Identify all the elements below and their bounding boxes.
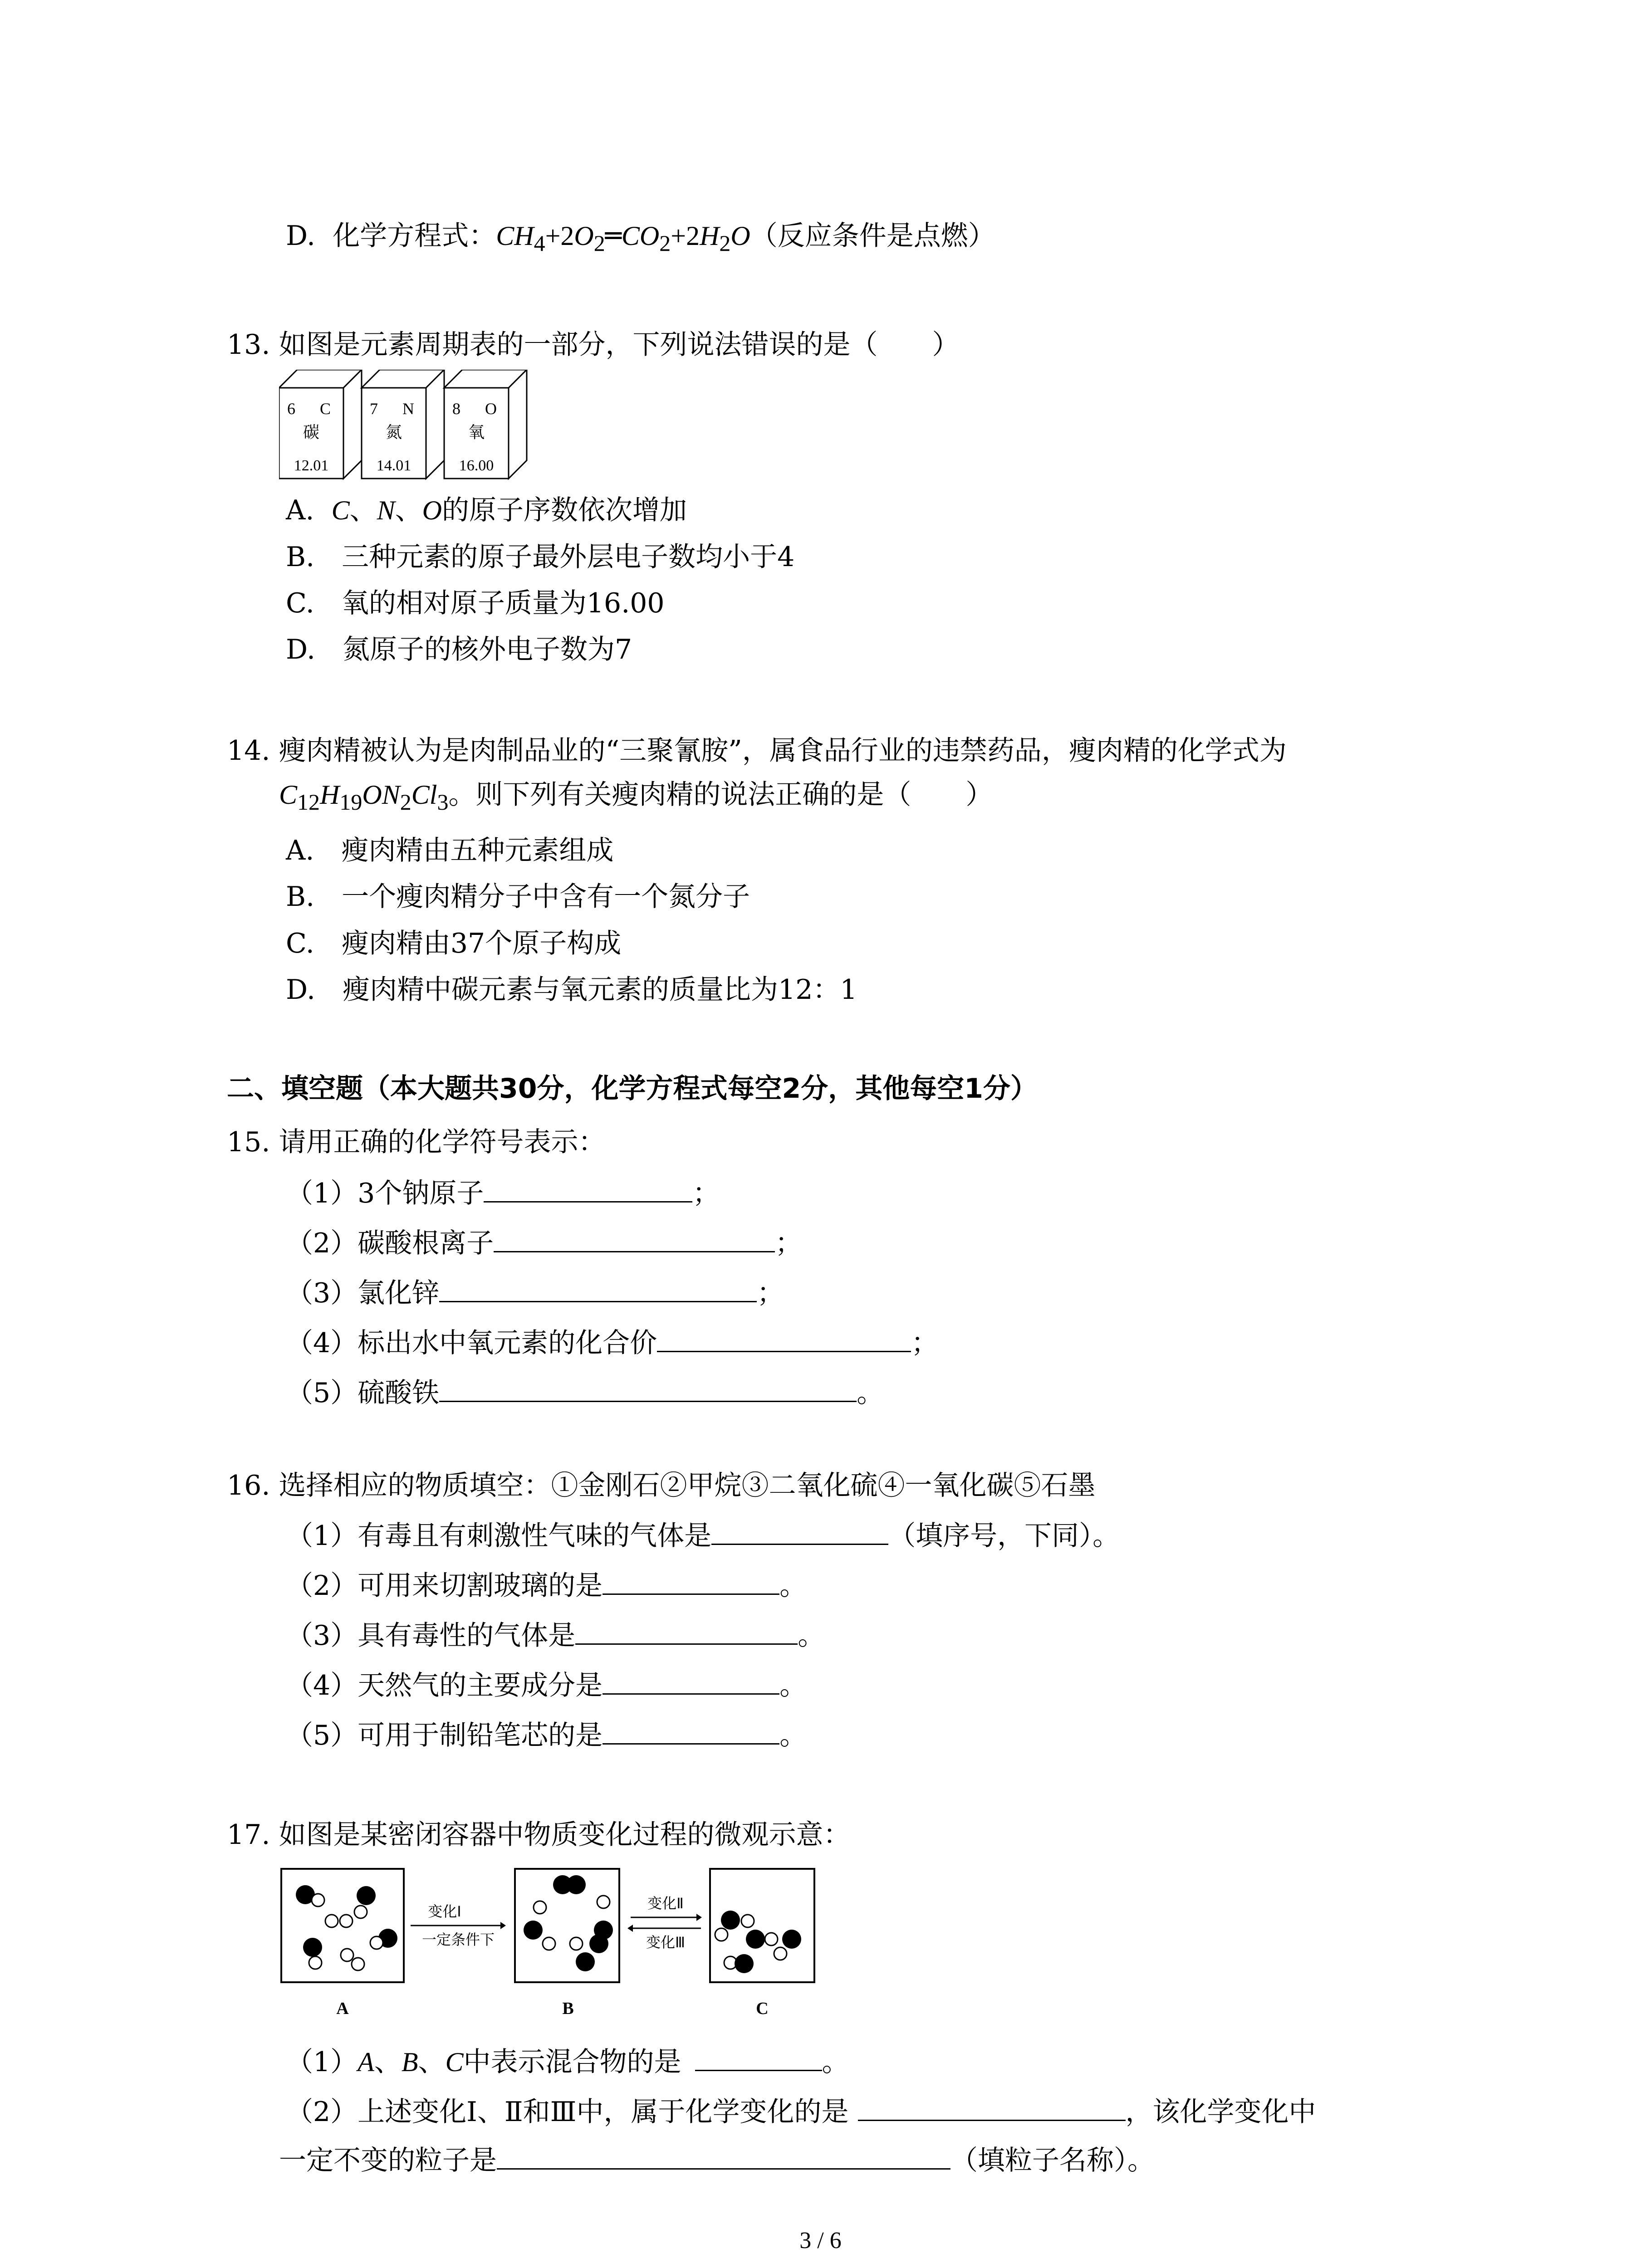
arrow-label-bottom: 变化Ⅲ — [646, 1934, 686, 1951]
q13-option-b: B. 三种元素的原子最外层电子数均小于4 — [286, 541, 795, 573]
element-cell-n — [362, 370, 444, 479]
element-cell-o — [444, 370, 527, 479]
answer-blank[interactable] — [711, 1517, 888, 1545]
element-cell-c — [279, 370, 362, 479]
element-mass: 14.01 — [376, 457, 411, 474]
q16-item-2: （2）可用来切割玻璃的是 。 — [286, 1567, 807, 1604]
element-name: 碳 — [303, 423, 320, 442]
q14-option-d: D. 瘦肉精中碳元素与氧元素的质量比为12：1 — [286, 974, 857, 1006]
arrow-label-top: 变化Ⅰ — [428, 1903, 461, 1920]
container-label: A — [336, 1999, 349, 2018]
periodic-table-figure — [279, 370, 542, 483]
answer-blank[interactable] — [603, 1667, 779, 1695]
q14-stem-line1: 14. 瘦肉精被认为是肉制品业的“三聚氰胺”，属食品行业的违禁药品，瘦肉精的化学式为 — [227, 735, 1287, 767]
arrow-change-1 — [411, 1903, 506, 1948]
q16-item-4: （4）天然气的主要成分是 。 — [286, 1667, 807, 1704]
container-c — [710, 1869, 814, 2018]
q17-stem: 17. 如图是某密闭容器中物质变化过程的微观示意： — [227, 1819, 851, 1851]
micro-change-diagram — [279, 1867, 833, 2021]
q15-item-1: （1）3个钠原子 ； — [286, 1175, 720, 1212]
element-symbol: N — [402, 400, 414, 418]
answer-blank[interactable] — [494, 1225, 775, 1252]
q15-item-3: （3）氯化锌 ； — [286, 1275, 784, 1311]
q15-item-5: （5）硫酸铁 。 — [286, 1374, 884, 1411]
section-title: 二、填空题（本大题共30分，化学方程式每空2分，其他每空1分） — [227, 1073, 1038, 1105]
q17-part-2: （2）上述变化Ⅰ、Ⅱ和Ⅲ中，属于化学变化的是 ，该化学变化中 — [286, 2093, 1316, 2130]
answer-blank[interactable] — [439, 1275, 757, 1302]
arrow-label-top: 变化Ⅱ — [647, 1895, 684, 1912]
q16-item-3: （3）具有毒性的气体是 。 — [286, 1617, 825, 1654]
option-label: D. — [286, 220, 316, 252]
q15-item-4: （4）标出水中氧元素的化合价 ； — [286, 1325, 938, 1361]
q14-option-c: C. 瘦肉精由37个原子构成 — [286, 928, 622, 959]
q15-stem: 15. 请用正确的化学符号表示： — [227, 1126, 606, 1158]
page-number: 3 / 6 — [799, 2228, 842, 2253]
q14-option-b: B. 一个瘦肉精分子中含有一个氮分子 — [286, 881, 750, 913]
element-name: 氧 — [468, 423, 485, 442]
container-b — [515, 1869, 619, 2018]
q15-item-2: （2）碳酸根离子 ； — [286, 1225, 802, 1261]
q13-option-a: A. C、N、O的原子序数依次增加 — [286, 494, 687, 526]
answer-blank[interactable] — [695, 2043, 822, 2071]
q16-stem: 16. 选择相应的物质填空：①金刚石②甲烷③二氧化硫④一氧化碳⑤石墨 — [227, 1470, 1096, 1501]
element-number: 7 — [370, 400, 378, 418]
element-number: 6 — [287, 400, 295, 418]
element-mass: 16.00 — [459, 457, 494, 474]
q13-stem: 13. 如图是元素周期表的一部分，下列说法错误的是（ ） — [227, 329, 960, 361]
answer-blank[interactable] — [497, 2142, 950, 2170]
answer-blank[interactable] — [603, 1567, 779, 1595]
q13-option-d: D. 氮原子的核外电子数为7 — [286, 634, 632, 665]
q16-item-5: （5）可用于制铅笔芯的是 。 — [286, 1717, 807, 1754]
answer-blank[interactable] — [858, 2093, 1126, 2121]
q16-item-1: （1）有毒且有刺激性气味的气体是 （填序号，下同）。 — [286, 1517, 1120, 1554]
element-mass: 12.01 — [294, 457, 329, 474]
answer-blank[interactable] — [657, 1325, 911, 1352]
container-label: C — [756, 1999, 769, 2018]
element-name: 氮 — [385, 423, 402, 442]
arrow-label-bottom: 一定条件下 — [421, 1931, 495, 1948]
answer-blank[interactable] — [575, 1617, 798, 1645]
answer-blank[interactable] — [484, 1175, 692, 1202]
q13-option-c: C. 氧的相对原子质量为16.00 — [286, 587, 665, 619]
container-label: B — [562, 1999, 574, 2018]
answer-blank[interactable] — [603, 1717, 779, 1745]
arrow-change-2-3 — [627, 1895, 702, 1951]
element-symbol: C — [320, 400, 331, 418]
element-number: 8 — [452, 400, 460, 418]
q17-part-2-cont: 一定不变的粒子是 （填粒子名称）。 — [279, 2142, 1155, 2179]
answer-blank[interactable] — [439, 1374, 857, 1402]
q14-stem-line2: $C_{12}H_{19}ON_2Cl_3$。则下列有关瘦肉精的说法正确的是（ ） — [279, 779, 993, 815]
q12-option-d: D. 化学方程式：$CH_4+2O_2═CO_2+2H_2O$（反应条件是点燃） — [286, 220, 995, 256]
element-symbol: O — [485, 400, 497, 418]
container-a — [281, 1869, 404, 2018]
q17-part-1: （1）A、B、C中表示混合物的是 。 — [286, 2043, 849, 2080]
q14-option-a: A. 瘦肉精由五种元素组成 — [286, 835, 614, 866]
